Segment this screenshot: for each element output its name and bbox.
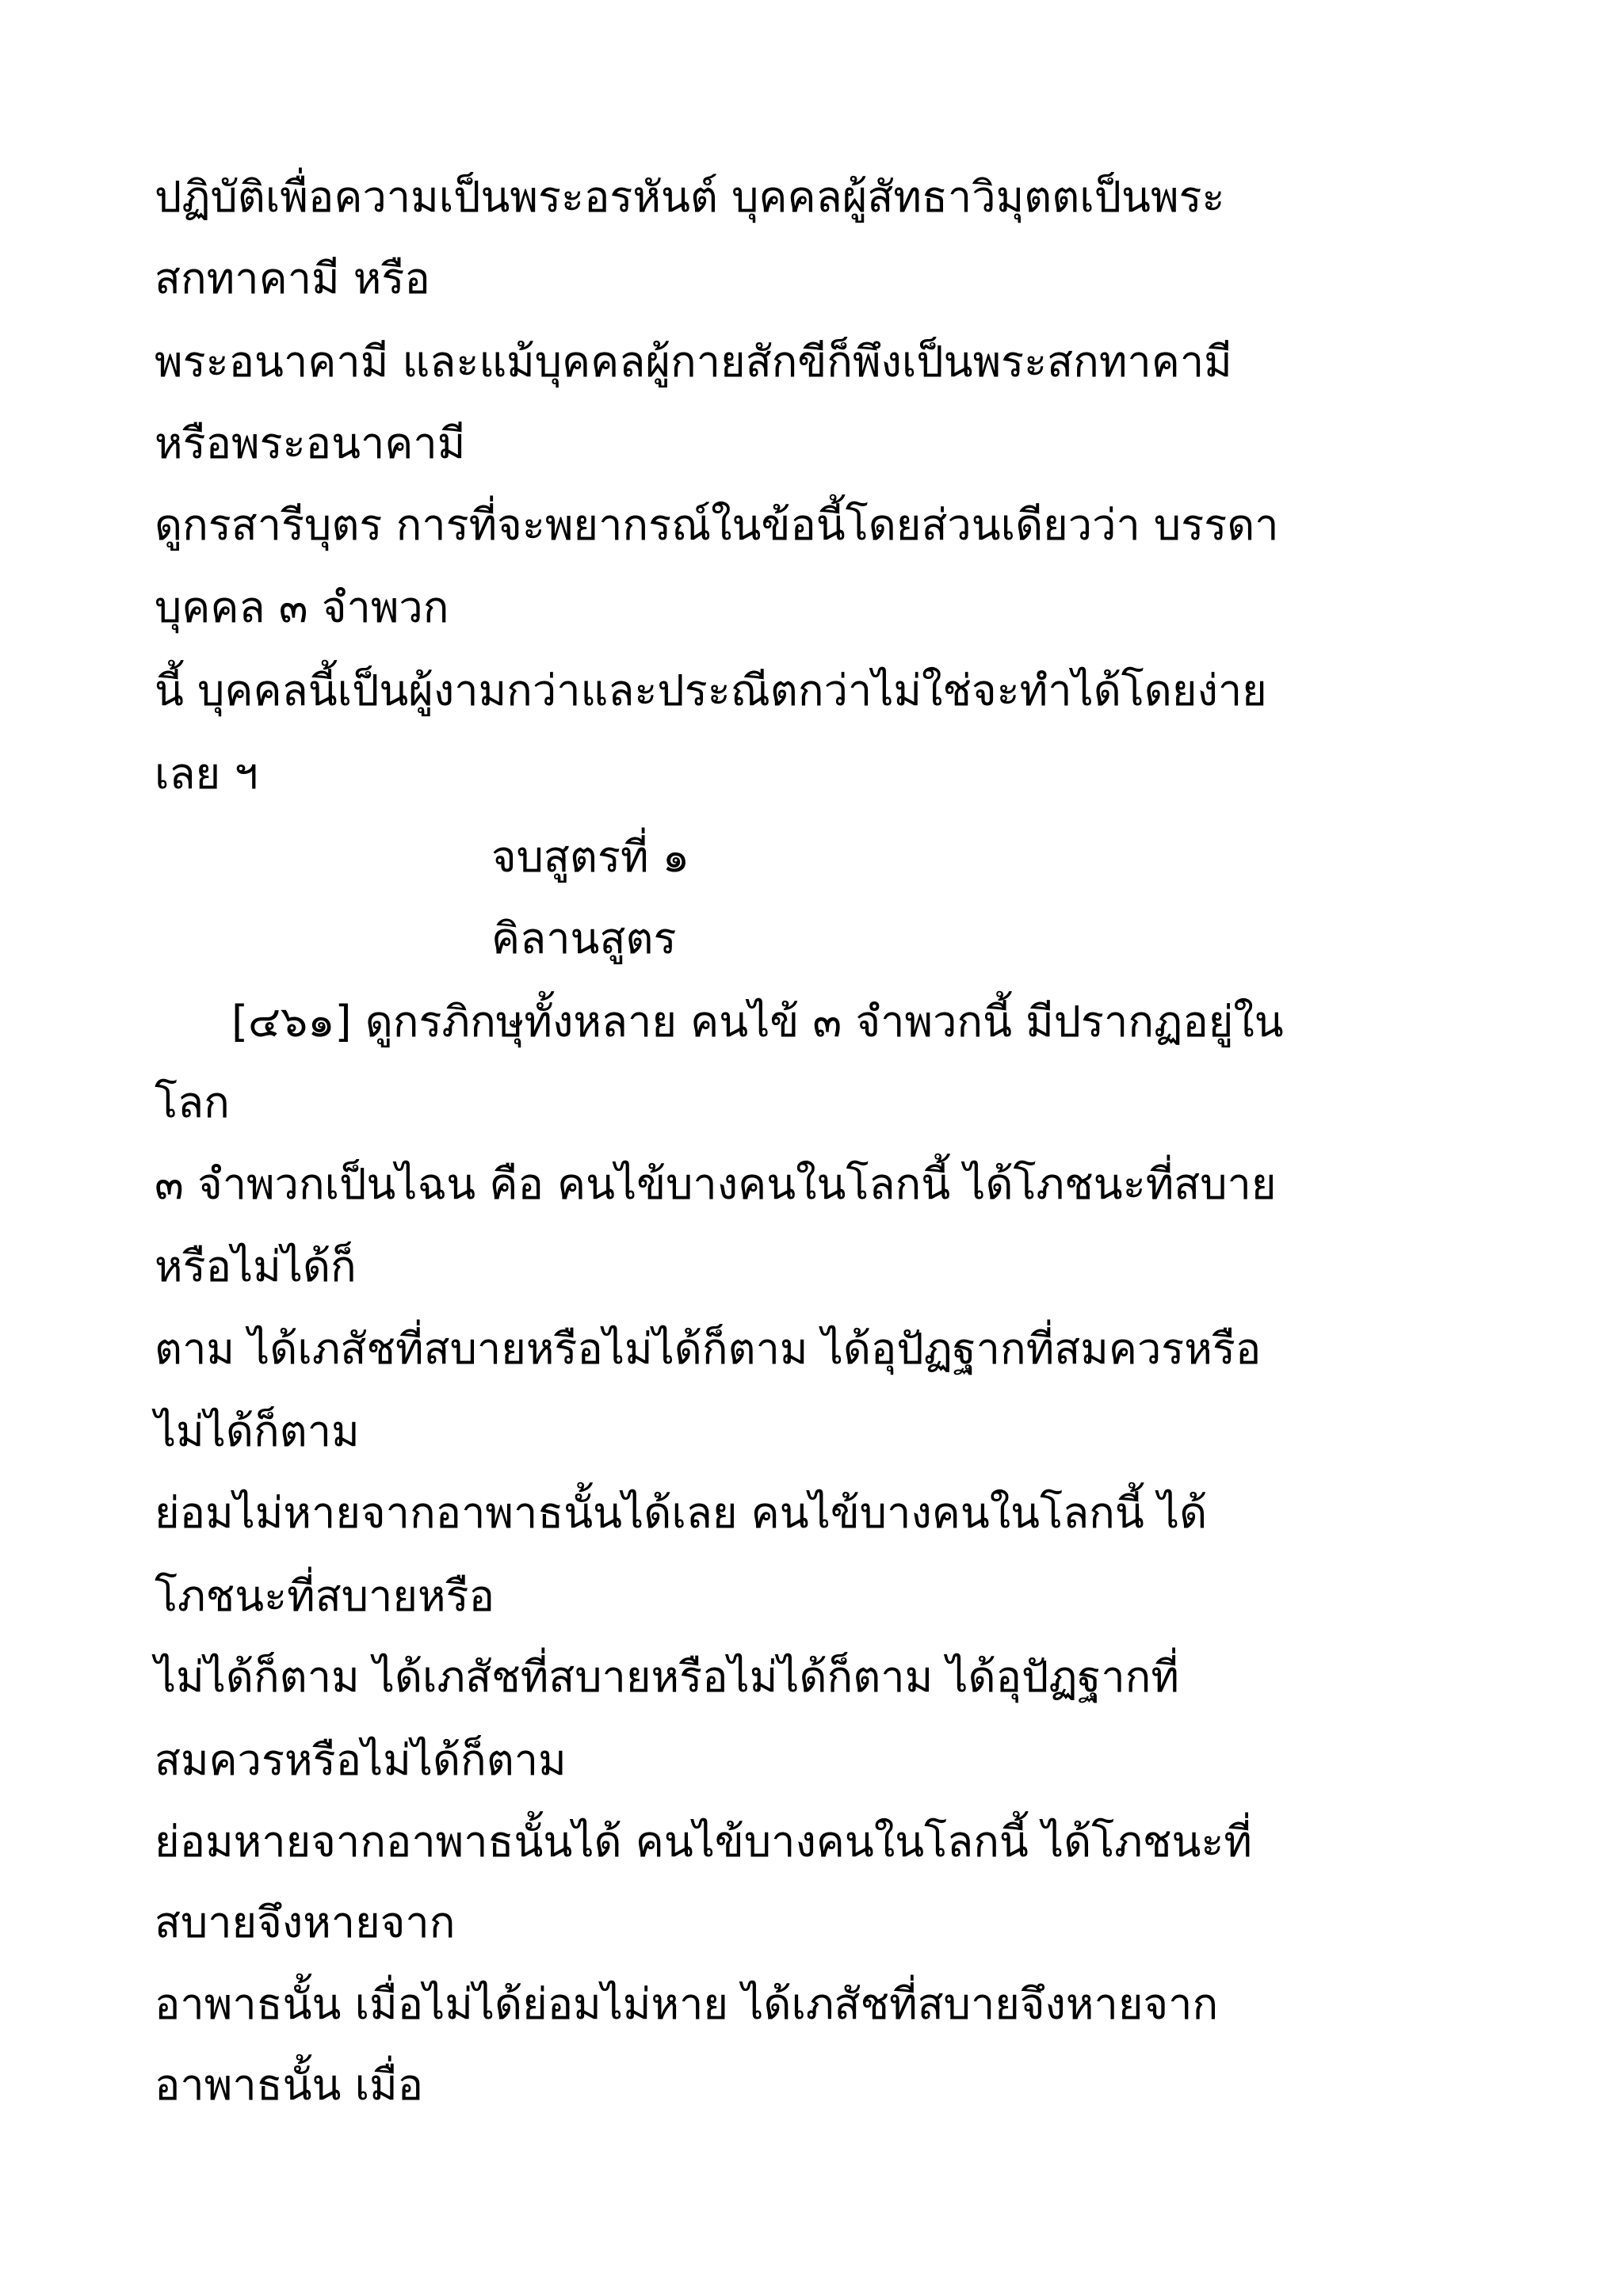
text-line: ๓ จำพวกเป็นไฉน คือ คนไข้บางคนในโลกนี้ ได้โภชนะที่สบาย (155, 1159, 1277, 1209)
text-line: [๔๖๑] ดูกรภิกษุทั้งหลาย คนไข้ ๓ จำพวกนี้ มีปรากฏอยู่ใน (231, 997, 1284, 1047)
text-line: สมควรหรือไม่ได้ก็ตาม (155, 1735, 567, 1785)
text-line: สบายจึงหายจาก (155, 1897, 456, 1947)
sutta-title: คิลานสูตร (491, 913, 677, 963)
text-line: ดูกรสารีบุตร การที่จะพยากรณ์ในข้อนี้โดยส่วนเดียวว่า บรรดา (155, 500, 1279, 550)
text-line: หรือไม่ได้ก็ (155, 1241, 357, 1291)
text-line: อาพาธนั้น เมื่อ (155, 2060, 424, 2110)
sutta-end-label: จบสูตรที่ ๑ (491, 832, 689, 882)
text-line: ไม่ได้ก็ตาม ได้เภสัชที่สบายหรือไม่ได้ก็ตาม ได้อุปัฏฐากที่ (155, 1652, 1179, 1702)
text-line: นี้ บุคคลนี้เป็นผู้งามกว่าและประณีตกว่าไม่ใช่จะทำได้โดยง่าย (155, 666, 1267, 715)
text-line: ย่อมหายจากอาพาธนั้นได้ คนไข้บางคนในโลกนี้ ได้โภชนะที่ (155, 1817, 1252, 1867)
text-line: โลก (155, 1077, 230, 1127)
text-line: สกทาคามี หรือ (155, 254, 430, 303)
text-line: ปฏิบัติเพื่อความเป็นพระอรหันต์ บุคคลผู้สัทธาวิมุตตเป็นพระ (155, 172, 1225, 222)
text-line: พระอนาคามี และแม้บุคคลผู้กายสักขีก็พึงเป็นพระสกทาคามี (155, 337, 1232, 387)
text-line: หรือพระอนาคามี (155, 418, 466, 468)
text-line: ไม่ได้ก็ตาม (155, 1406, 360, 1456)
text-line: อาพาธนั้น เมื่อไม่ได้ย่อมไม่หาย ได้เภสัชที่สบายจึงหายจาก (155, 1979, 1219, 2029)
text-line: โภชนะที่สบายหรือ (155, 1571, 495, 1621)
text-line: ย่อมไม่หายจากอาพาธนั้นได้เลย คนไข้บางคนในโลกนี้ ได้ (155, 1488, 1208, 1538)
text-line: เลย ฯ (155, 749, 258, 799)
text-line: บุคคล ๓ จำพวก (155, 582, 449, 632)
text-line: ตาม ได้เภสัชที่สบายหรือไม่ได้ก็ตาม ได้อุปัฏฐากที่สมควรหรือ (155, 1324, 1262, 1374)
